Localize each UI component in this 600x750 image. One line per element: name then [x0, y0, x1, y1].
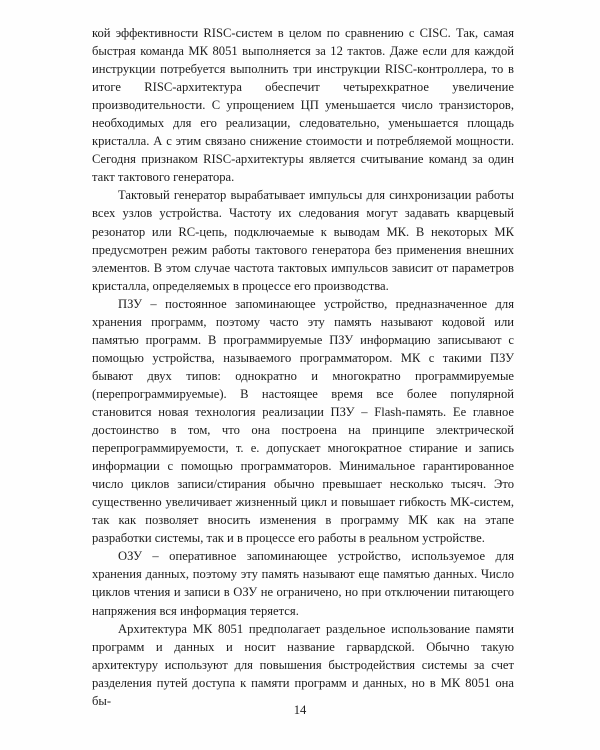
page-number: 14 [293, 703, 307, 717]
paragraph-rom: ПЗУ – постоянное запоминающее устройство, предназначенное для хранения программ, поэтому часто эту память называют кодовой или памятью программ. В программируемые ПЗУ информацию записывают с помощью устройства, называемого программатором. МК с такими ПЗУ бывают двух типов: однократно и многократно программируемые (перепрограммируемые). В настоящее время все более популярной становится новая технология реализации ПЗУ – Flash-память. Ее главное достоинство в том, что она построена на принципе электрической перепрограммируемости, т. е. допускает многократное стирание и запись информации с помощью программаторов. Минимальное гарантированное число циклов записи/стирания обычно превышает несколько тысяч. Это существенно увеличивает жизненный цикл и повышает гибкость МК-систем, так как позволяет вносить изменения в программу МК как на этапе разработки системы, так и в процессе его работы в реальном устройстве. [92, 296, 514, 546]
paragraph-architecture: Архитектура МК 8051 предполагает раздельное использование памяти программ и данных и носит название гарвардской. Обычно такую архитектуру используют для повышения быстродействия системы за счет разделения путей доступа к памяти программ и данных, но в МК 8051 она бы- [92, 621, 514, 708]
paragraph-ram: ОЗУ – оперативное запоминающее устройство, используемое для хранения данных, поэтому эту память называют еще памятью данных. Число циклов чтения и записи в ОЗУ не ограничено, но при отключении питающего напряжения вся информация теряется. [92, 549, 514, 618]
body-text [92, 24, 514, 710]
paragraph-clock-generator: Тактовый генератор вырабатывает импульсы для синхронизации работы всех узлов устройства. Частоту их следования могут задавать кварцевый резонатор или RC-цепь, подключаемые к выводам МК. В некоторых МК предусмотрен режим работы тактового генератора без применения внешних элементов. В этом случае частота тактовых импульсов зависит от параметров кристалла, определяемых в процессе его производства. [92, 188, 514, 293]
paragraph-risc-efficiency: кой эффективности RISC-систем в целом по сравнению с CISC. Так, самая быстрая команда МК 8051 выполняется за 12 тактов. Даже если для каждой инструкции потребуется выполнить три инструкции RISC-контроллера, то в итоге RISC-архитектура обеспечит четырехкратное увеличение производительности. С упрощением ЦП уменьшается число транзисторов, необходимых для его реализации, следовательно, уменьшается площадь кристалла. А с этим связано снижение стоимости и потребляемой мощности. Сегодня признаком RISC-архитектуры является считывание команд за один такт тактового генератора. [92, 26, 514, 185]
